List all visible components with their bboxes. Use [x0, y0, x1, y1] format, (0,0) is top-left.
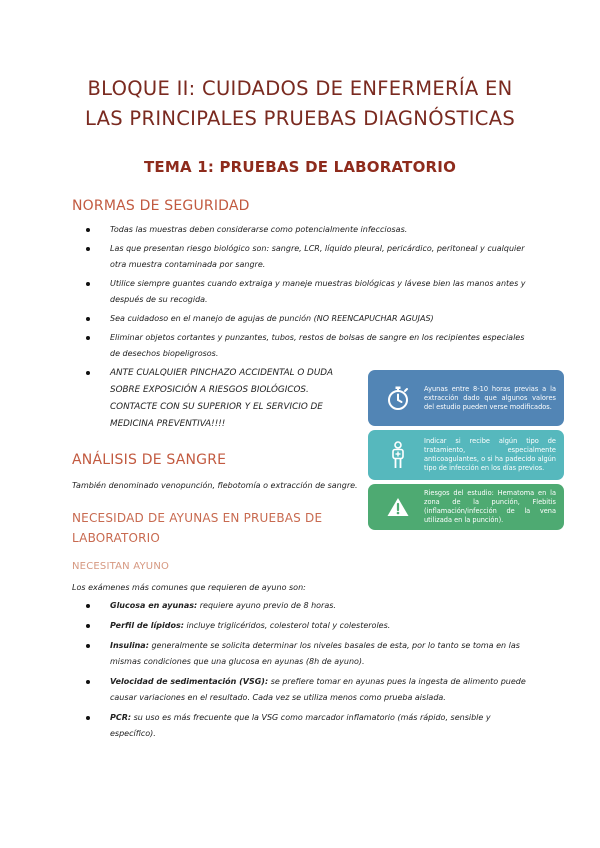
blood-heading: ANÁLISIS DE SANGRE	[72, 452, 227, 468]
info-card-fasting	[368, 370, 564, 426]
fasting-intro: Los exámenes más comunes que requieren de ayuno son:	[72, 583, 306, 592]
list-item	[86, 241, 536, 273]
bullet	[86, 716, 90, 720]
title-line-1: BLOQUE II: CUIDADOS DE ENFERMERÍA EN	[87, 77, 513, 100]
list-item-line	[110, 638, 526, 654]
person-icon	[378, 441, 418, 469]
list-item-line: MEDICINA PREVENTIVA!!!!	[110, 419, 226, 429]
bullet	[86, 247, 90, 251]
list-item-line: de desechos biopeligrosos.	[110, 349, 219, 358]
bullet	[86, 624, 90, 628]
list-item-line: mismas condiciones que una glucosa en ayunas (8h de ayuno).	[110, 657, 365, 666]
list-item	[86, 618, 526, 634]
list-item-line: después de su recogida.	[110, 295, 208, 304]
list-item-line: Sea cuidadoso en el manejo de agujas de punción (NO REENCAPUCHAR AGUJAS)	[110, 314, 434, 323]
item-term: Perfil de lípidos:	[110, 621, 184, 630]
fasting-subheading: NECESITAN AYUNO	[72, 561, 170, 572]
item-desc: generalmente se solicita determinar los niveles basales de esta, por lo tanto se toma en las	[148, 641, 520, 650]
warning-icon	[378, 496, 418, 518]
item-desc: requiere ayuno previo de 8 horas.	[197, 601, 336, 610]
item-term: Glucosa en ayunas:	[110, 601, 198, 610]
list-item-line: ANTE CUALQUIER PINCHAZO ACCIDENTAL O DUDA	[110, 368, 334, 378]
list-item-line: Todas las muestras deben considerarse como potencialmente infecciosas.	[110, 225, 408, 234]
safety-heading: NORMAS DE SEGURIDAD	[72, 198, 250, 214]
list-item	[86, 311, 536, 327]
list-item	[86, 330, 536, 362]
list-item	[86, 276, 536, 308]
list-item-line: SOBRE EXPOSICIÓN A RIESGOS BIOLÓGICOS.	[110, 385, 309, 395]
list-item	[86, 222, 536, 238]
bullet	[86, 228, 90, 232]
list-item-line	[110, 674, 526, 690]
info-card-risks	[368, 484, 564, 530]
bullet	[86, 644, 90, 648]
bullet	[86, 371, 90, 375]
item-term: PCR:	[110, 713, 132, 722]
stopwatch-icon	[378, 385, 418, 411]
card-text: Indicar si recibe algún tipo de tratamiento, especialmente anticoagulantes, o si ha padecido algún tipo de infección en los días previos.	[424, 437, 556, 472]
list-item-line: otra muestra contaminada por sangre.	[110, 260, 266, 269]
list-item	[86, 638, 526, 670]
card-text: Ayunas entre 8-10 horas previas a la extracción dado que algunos valores del estudio pueden verse modificados.	[424, 384, 556, 411]
tema-title: TEMA 1: PRUEBAS DE LABORATORIO	[143, 158, 457, 176]
list-item	[86, 674, 526, 706]
bullet	[86, 604, 90, 608]
item-term: Velocidad de sedimentación (VSG):	[110, 677, 269, 686]
item-term: Insulina:	[110, 641, 149, 650]
item-desc: se prefiere tomar en ayunas pues la ingesta de alimento puede	[268, 677, 526, 686]
list-item	[86, 710, 526, 742]
list-item-line: Utilice siempre guantes cuando extraiga y maneje muestras biológicas y lávese bien las manos antes y	[110, 279, 526, 288]
list-item-line: Eliminar objetos cortantes y punzantes, tubos, restos de bolsas de sangre en los recipientes especiales	[110, 333, 525, 342]
list-item-line: causar variaciones en el resultado. Cada vez se utiliza menos como prueba aislada.	[110, 693, 446, 702]
card-text: Riesgos del estudio: Hematoma en la zona de la punción, Flebitis (inflamación/infección de la vena utilizada en la punción).	[424, 489, 556, 524]
item-desc: incluye triglicéridos, colesterol total y colesteroles.	[183, 621, 391, 630]
list-item-warning	[86, 365, 356, 433]
list-item	[86, 598, 526, 614]
blood-intro: También denominado venopunción, flebotomía o extracción de sangre.	[72, 481, 358, 490]
list-item-line	[110, 710, 526, 726]
bullet	[86, 282, 90, 286]
title-line-2: LAS PRINCIPALES PRUEBAS DIAGNÓSTICAS	[84, 107, 516, 130]
info-card-treatment	[368, 430, 564, 480]
bullet	[86, 336, 90, 340]
list-item-line: específico).	[110, 729, 156, 738]
list-item-line	[110, 598, 526, 614]
fasting-heading: NECESIDAD DE AYUNAS EN PRUEBAS DE LABORATORIO	[72, 511, 323, 545]
list-item-line: Las que presentan riesgo biológico son: sangre, LCR, líquido pleural, pericárdico, peritoneal y cualquier	[110, 244, 525, 253]
list-item-line	[110, 618, 526, 634]
bullet	[86, 317, 90, 321]
list-item-line: CONTACTE CON SU SUPERIOR Y EL SERVICIO DE	[110, 402, 323, 412]
item-desc: su uso es más frecuente que la VSG como marcador inflamatorio (más rápido, sensible y	[131, 713, 491, 722]
page-title	[40, 74, 560, 134]
fasting-list	[86, 598, 526, 746]
bullet	[86, 680, 90, 684]
